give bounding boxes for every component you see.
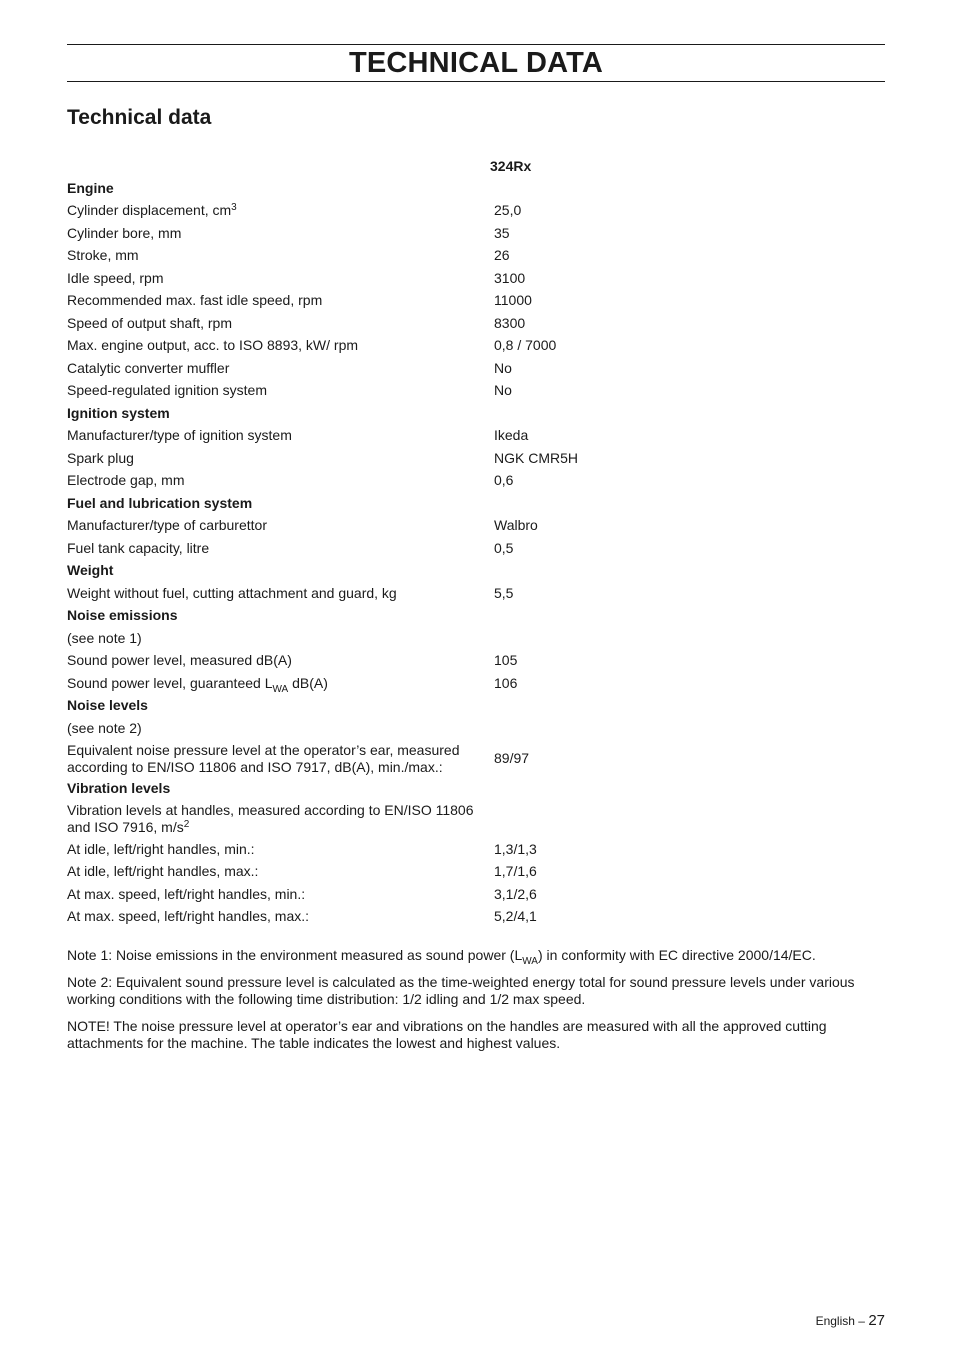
- spec-value: [494, 800, 694, 838]
- spec-label: Recommended max. fast idle speed, rpm: [67, 292, 323, 309]
- spec-value: No: [494, 382, 512, 399]
- section-title: Technical data: [67, 106, 212, 129]
- spec-section-label: Engine: [67, 179, 114, 196]
- notes: [67, 947, 885, 1062]
- spec-label: Manufacturer/type of ignition system: [67, 427, 292, 444]
- spec-label: Electrode gap, mm: [67, 472, 185, 489]
- spec-row: [67, 312, 694, 335]
- spec-row: [67, 627, 694, 650]
- spec-label: Catalytic converter muffler: [67, 359, 230, 376]
- spec-value: 35: [494, 224, 510, 241]
- spec-value: 105: [494, 652, 518, 669]
- spec-section-row: [67, 402, 694, 425]
- spec-label: Cylinder displacement, $cm^3$: [67, 202, 237, 219]
- spec-section-label: Noise levels: [67, 697, 148, 714]
- spec-label: Spark plug: [67, 449, 134, 466]
- note-1-text: Note 1: Noise emissions in the environment measured as sound power (L: [67, 947, 523, 963]
- page-header: [67, 44, 885, 82]
- spec-value: 5,5: [494, 584, 514, 601]
- spec-label: Stroke, mm: [67, 247, 139, 264]
- spec-value: [494, 717, 694, 740]
- spec-label: At idle, left/right handles, min.:: [67, 840, 255, 857]
- spec-row: [67, 650, 694, 673]
- spec-section-label: Weight: [67, 562, 114, 579]
- spec-value: 25,0: [494, 202, 522, 219]
- spec-row: [67, 906, 694, 929]
- spec-section-label: Vibration levels: [67, 780, 171, 797]
- spec-label: Sound power level, guaranteed $L_{WA}$ dB(A): [67, 674, 328, 695]
- spec-section-label: Fuel and lubrication system: [67, 494, 253, 511]
- spec-value: 0,6: [494, 472, 514, 489]
- spec-value: [494, 627, 694, 650]
- spec-value: 8300: [494, 314, 526, 331]
- note-1-subscript: WA: [522, 956, 538, 967]
- spec-section-row: [67, 560, 694, 583]
- spec-label: Speed of output shaft, rpm: [67, 314, 232, 331]
- spec-value: [494, 778, 694, 801]
- note-2: Note 2: Equivalent sound pressure level is calculated as the time-weighted energy total for sound pressure levels under various working conditions with the following time distribution: 1/2 idling and 1/2 max speed.: [67, 974, 855, 1007]
- spec-value: 106: [494, 674, 518, 691]
- spec-row: [67, 861, 694, 884]
- footer-language: English: [815, 1314, 855, 1328]
- spec-value: 5,2/4,1: [494, 908, 537, 925]
- spec-row: [67, 672, 694, 695]
- spec-section-row: [67, 605, 694, 628]
- spec-value: [494, 695, 694, 718]
- spec-value: 11000: [494, 292, 532, 309]
- spec-row: [67, 537, 694, 560]
- page-number: 27: [868, 1312, 885, 1329]
- spec-row: [67, 447, 694, 470]
- spec-row: [67, 335, 694, 358]
- spec-label: At max. speed, left/right handles, max.:: [67, 908, 310, 925]
- spec-row: [67, 717, 694, 740]
- spec-row: [67, 425, 694, 448]
- spec-value: [494, 560, 694, 583]
- spec-section-row: [67, 177, 694, 200]
- spec-row: [67, 838, 694, 861]
- spec-label: Cylinder bore, mm: [67, 224, 182, 241]
- spec-row: [67, 267, 694, 290]
- spec-section-label: Noise emissions: [67, 607, 178, 624]
- page-title: TECHNICAL DATA: [348, 47, 604, 79]
- spec-value: No: [494, 359, 512, 376]
- spec-section-row: [67, 492, 694, 515]
- spec-label: Equivalent noise pressure level at the operator’s ear, measured according to EN/ISO 11806 and ISO 7917, dB(A), min./max.:: [67, 741, 460, 775]
- spec-row: [67, 357, 694, 380]
- spec-row: [67, 380, 694, 403]
- spec-label: Fuel tank capacity, litre: [67, 539, 210, 556]
- spec-row: [67, 470, 694, 493]
- spec-label: Manufacturer/type of carburettor: [67, 517, 267, 534]
- note-1: [67, 947, 885, 967]
- spec-row: [67, 245, 694, 268]
- spec-label: (see note 1): [67, 629, 142, 646]
- spec-row: [67, 515, 694, 538]
- spec-section-row: [67, 695, 694, 718]
- note-3: NOTE! The noise pressure level at operator’s ear and vibrations on the handles are measured with all the approved cutting attachments for the machine. The table indicates the lowest and highest values.: [67, 1018, 827, 1051]
- spec-row: [67, 222, 694, 245]
- spec-value: 1,7/1,6: [494, 863, 537, 880]
- spec-row: [67, 740, 694, 778]
- spec-label: (see note 2): [67, 719, 142, 736]
- footer-separator: –: [858, 1314, 865, 1328]
- spec-label: Speed-regulated ignition system: [67, 382, 268, 399]
- spec-value: [494, 605, 694, 628]
- spec-row: [67, 883, 694, 906]
- spec-row: [67, 290, 694, 313]
- spec-value: 0,8 / 7000: [494, 337, 557, 354]
- spec-section-label: Ignition system: [67, 404, 170, 421]
- spec-value: 3,1/2,6: [494, 885, 537, 902]
- spec-value: Walbro: [494, 517, 538, 534]
- spec-value: [494, 492, 694, 515]
- spec-value: 26: [494, 247, 510, 264]
- spec-value: 1,3/1,3: [494, 840, 537, 857]
- spec-table: [67, 177, 694, 928]
- spec-value: 89/97: [494, 750, 530, 766]
- spec-label: At idle, left/right handles, max.:: [67, 863, 259, 880]
- spec-row: [67, 582, 694, 605]
- spec-value: NGK CMR5H: [494, 449, 579, 466]
- spec-label: Max. engine output, acc. to ISO 8893, kW/ rpm: [67, 337, 359, 354]
- spec-row: [67, 800, 694, 838]
- spec-label: Weight without fuel, cutting attachment and guard, kg: [67, 584, 397, 601]
- note-1-text-end: ) in conformity with EC directive 2000/14/EC.: [537, 947, 816, 963]
- spec-label: At max. speed, left/right handles, min.:: [67, 885, 306, 902]
- spec-value: [494, 402, 694, 425]
- spec-section-row: [67, 778, 694, 801]
- spec-label: Vibration levels at handles, measured according to EN/ISO 11806 and ISO 7916, $m/s^2$: [67, 802, 474, 835]
- spec-value: Ikeda: [494, 427, 529, 444]
- page-footer: [816, 1312, 885, 1329]
- model-column-header: 324Rx: [490, 158, 532, 174]
- spec-row: [67, 200, 694, 223]
- spec-value: 3100: [494, 269, 526, 286]
- spec-value: 0,5: [494, 539, 514, 556]
- spec-value: [494, 177, 694, 200]
- spec-label: Sound power level, measured dB(A): [67, 652, 292, 669]
- spec-label: Idle speed, rpm: [67, 269, 164, 286]
- spec-table-body: [67, 177, 694, 928]
